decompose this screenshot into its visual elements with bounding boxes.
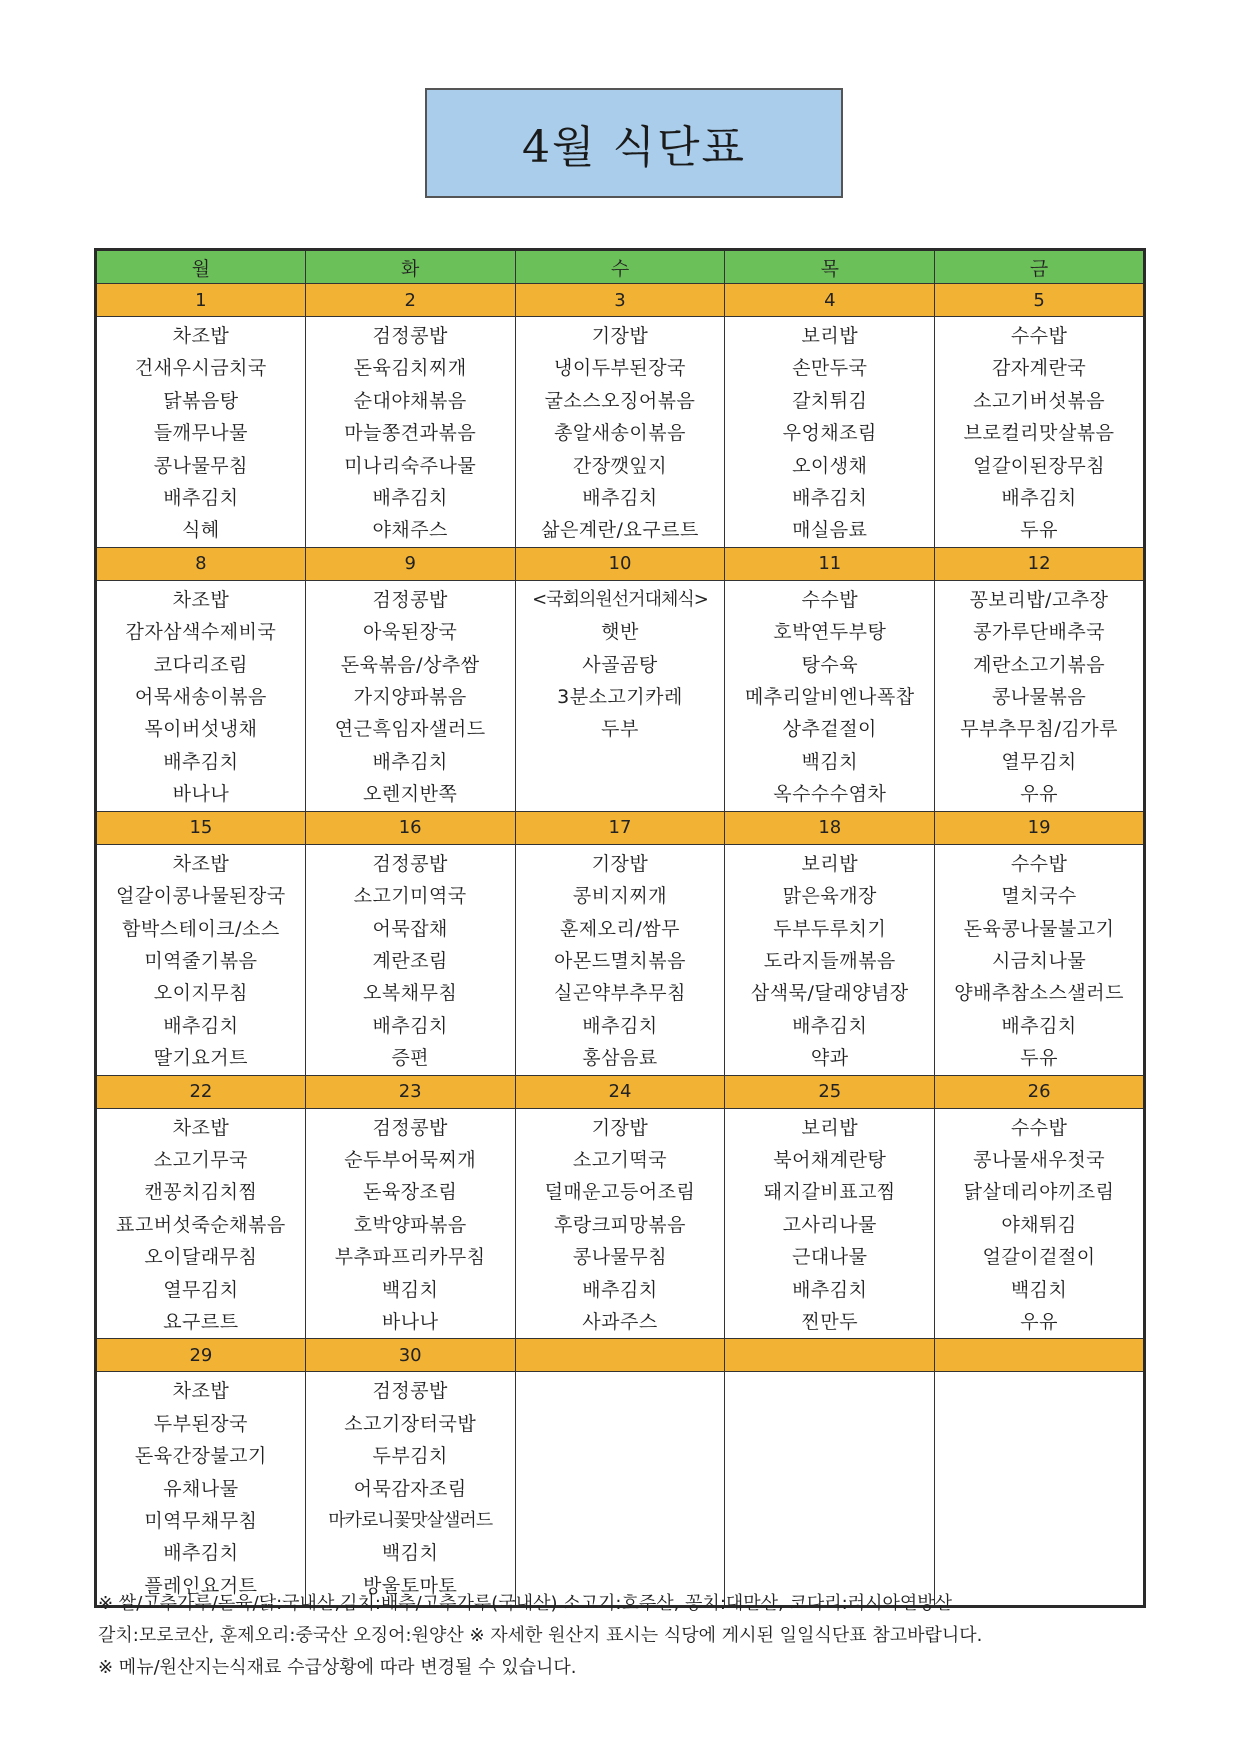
menu-item: 검정콩밥 [372, 1116, 448, 1139]
menu-item: 차조밥 [172, 1380, 230, 1403]
menu-item: 야채튀김 [1001, 1213, 1077, 1236]
date-row [96, 1339, 1145, 1372]
menu-cell [725, 580, 935, 811]
menu-item: 두부된장국 [153, 1412, 249, 1435]
menu-item: 돈육장조림 [363, 1181, 458, 1204]
menu-item: 사과주스 [582, 1310, 658, 1333]
menu-item: 보리밥 [801, 325, 859, 347]
menu-item: 상추겉절이 [782, 718, 877, 741]
menu-item: 증편 [391, 1047, 430, 1070]
menu-item: 가지양파볶음 [353, 686, 467, 709]
date-cell: 18 [725, 811, 935, 844]
menu-item: 옥수수수염차 [773, 783, 887, 806]
menu-item: 닭살데리야끼조림 [963, 1181, 1115, 1204]
menu-item: 무부추무침/김가루 [960, 718, 1118, 741]
menu-item: 보리밥 [801, 852, 859, 875]
menu-item: 계란조림 [372, 949, 448, 972]
date-cell: 9 [305, 547, 515, 580]
menu-cell [96, 317, 306, 548]
menu-item: 백김치 [1010, 1278, 1068, 1301]
date-cell: 11 [725, 547, 935, 580]
menu-item: 배추김치 [792, 487, 868, 510]
menu-item: 열무김치 [163, 1278, 239, 1301]
menu-item: 손만두국 [792, 357, 868, 380]
menu-item: 식혜 [182, 519, 220, 542]
menu-cell [515, 1372, 725, 1607]
menu-item: 수수밥 [1010, 325, 1068, 347]
menu-item: 배추김치 [163, 1014, 239, 1037]
date-cell: 19 [935, 811, 1145, 844]
menu-item: 두유 [1020, 1047, 1058, 1070]
menu-item: 두부 [601, 718, 639, 741]
menu-item: 함박스테이크/소스 [122, 917, 280, 940]
menu-item: 미나리숙주나물 [344, 454, 477, 477]
menu-item: 배추김치 [372, 487, 448, 510]
menu-item: 브로컬리맛살볶음 [963, 422, 1115, 445]
menu-item: 훈제오리/쌈무 [559, 917, 680, 940]
menu-item: 소고기떡국 [572, 1148, 668, 1171]
menu-item: 시금치나물 [991, 949, 1087, 972]
page-title: 4월 식단표 [522, 122, 746, 173]
menu-item: 요구르트 [163, 1310, 239, 1333]
menu-item: 미역줄기볶음 [144, 949, 258, 972]
date-cell: 26 [935, 1075, 1145, 1108]
menu-item: 기장밥 [591, 852, 649, 875]
menu-cell [515, 317, 725, 548]
menu-item: 미역무채무침 [144, 1510, 258, 1532]
menu-cell [935, 1108, 1145, 1339]
menu-item: 차조밥 [172, 325, 230, 347]
menu-cell [305, 1372, 515, 1607]
menu-item: 아욱된장국 [363, 621, 458, 644]
menu-item: 배추김치 [163, 750, 239, 773]
menu-item: 배추김치 [582, 487, 658, 510]
menu-item: 얼갈이겉절이 [982, 1246, 1096, 1269]
menu-cell [305, 580, 515, 811]
date-cell [935, 1339, 1145, 1372]
menu-row [96, 1372, 1145, 1607]
menu-item: 돈육콩나물불고기 [963, 917, 1115, 940]
note-origin-1: ※ 쌀/고추가루/돈육/닭:국내산,김치:배추/고추가루(국내산) 소고기:호주산, 꽁치:대만산, 코다리:러시아연방산 [98, 1593, 953, 1614]
menu-item: 수수밥 [1010, 1116, 1068, 1139]
menu-item: 백김치 [381, 1542, 439, 1565]
menu-item: 매실음료 [792, 519, 868, 542]
menu-item: 소고기버섯볶음 [973, 389, 1106, 412]
menu-cell [305, 844, 515, 1075]
menu-item: 감자계란국 [991, 357, 1087, 380]
menu-item: 배추김치 [372, 1014, 448, 1037]
menu-item: 약과 [810, 1047, 849, 1070]
date-cell: 30 [305, 1339, 515, 1372]
menu-item: 검정콩밥 [372, 325, 448, 347]
menu-cell [305, 1108, 515, 1339]
menu-item: 굴소스오징어볶음 [544, 389, 696, 412]
menu-item: 콩나물볶음 [991, 686, 1087, 709]
date-cell: 3 [515, 284, 725, 317]
menu-cell [935, 844, 1145, 1075]
menu-item: 얼갈이콩나물된장국 [116, 885, 286, 908]
menu-item: 표고버섯죽순채볶음 [116, 1213, 286, 1236]
day-header-wed: 수 [515, 250, 725, 284]
menu-item: 북어채계란탕 [773, 1148, 887, 1171]
menu-item: 콩나물무침 [153, 454, 249, 477]
menu-cell [935, 1372, 1145, 1607]
date-cell: 8 [96, 547, 306, 580]
menu-item: 두유 [1020, 519, 1058, 542]
date-cell: 23 [305, 1075, 515, 1108]
menu-item: 우유 [1020, 1310, 1058, 1333]
menu-item: 검정콩밥 [372, 852, 448, 875]
date-cell: 24 [515, 1075, 725, 1108]
menu-cell [935, 580, 1145, 811]
menu-item: 배추김치 [582, 1278, 658, 1301]
menu-item: 간장깻잎지 [572, 454, 668, 477]
date-cell: 15 [96, 811, 306, 844]
menu-item: 수수밥 [801, 588, 859, 611]
menu-cell [515, 580, 725, 811]
menu-item: 배추김치 [163, 1542, 239, 1565]
menu-item: 덜매운고등어조림 [544, 1181, 696, 1204]
menu-body [96, 284, 1145, 1607]
menu-item: 차조밥 [172, 588, 230, 611]
date-cell [515, 1339, 725, 1372]
day-header-fri: 금 [935, 250, 1145, 284]
date-cell: 10 [515, 547, 725, 580]
menu-item: 소고기미역국 [353, 885, 467, 908]
menu-item: 콩나물무침 [572, 1246, 668, 1269]
menu-item: 콩가루단배추국 [973, 621, 1106, 644]
menu-item: 우엉채조림 [782, 422, 877, 445]
menu-item: 소고기장터국밥 [344, 1412, 477, 1435]
menu-item: 콩나물새우젓국 [973, 1148, 1106, 1171]
menu-item: 검정콩밥 [372, 1380, 448, 1403]
menu-item: 어묵감자조림 [353, 1477, 467, 1500]
menu-item: 메추리알비엔나폭찹 [744, 686, 915, 709]
menu-item: 총알새송이볶음 [554, 422, 686, 445]
menu-item: 보리밥 [801, 1116, 859, 1139]
menu-item: 삶은계란/요구르트 [541, 519, 699, 542]
menu-cell [96, 1108, 306, 1339]
menu-item: 호박연두부탕 [773, 621, 887, 644]
date-cell: 12 [935, 547, 1145, 580]
menu-item: 3분소고기카레 [557, 686, 683, 709]
menu-item: 돈육간장불고기 [134, 1445, 267, 1468]
menu-item: 우유 [1020, 783, 1058, 806]
menu-item: 홍삼음료 [582, 1047, 658, 1070]
menu-cell [515, 844, 725, 1075]
menu-item: 갈치튀김 [792, 389, 868, 412]
date-cell: 29 [96, 1339, 306, 1372]
menu-row [96, 580, 1145, 811]
menu-item: 마카로니꽃맛살샐러드 [328, 1510, 493, 1531]
menu-item: 돈육김치찌개 [353, 357, 467, 380]
menu-item: <국회의원선거대체식> [532, 588, 708, 610]
date-cell: 5 [935, 284, 1145, 317]
menu-item: 바나나 [172, 783, 230, 806]
menu-cell [515, 1108, 725, 1339]
day-header-thu: 목 [725, 250, 935, 284]
menu-item: 기장밥 [591, 325, 649, 347]
menu-cell [305, 317, 515, 548]
menu-cell [725, 844, 935, 1075]
menu-item: 바나나 [381, 1310, 439, 1333]
menu-item: 삼색묵/달래양념장 [750, 982, 909, 1005]
menu-item: 배추김치 [1001, 1014, 1077, 1037]
menu-item: 코다리조림 [153, 653, 249, 676]
menu-cell [96, 844, 306, 1075]
menu-item: 감자삼색수제비국 [125, 621, 277, 644]
menu-item: 닭볶음탕 [163, 389, 239, 412]
menu-item: 멸치국수 [1001, 885, 1077, 908]
menu-row [96, 844, 1145, 1075]
menu-row [96, 317, 1145, 548]
date-cell [725, 1339, 935, 1372]
menu-item: 호박양파볶음 [353, 1213, 467, 1236]
menu-item: 오복채무침 [363, 982, 458, 1005]
note-change: ※ 메뉴/원산지는식재료 수급상황에 따라 변경될 수 있습니다. [98, 1657, 577, 1678]
menu-item: 햇반 [601, 621, 639, 644]
note-origin-2: 갈치:모로코산, 훈제오리:중국산 오징어:원양산 ※ 자세한 원산지 표시는 식당에 게시된 일일식단표 참고바랍니다. [98, 1625, 983, 1646]
date-cell: 25 [725, 1075, 935, 1108]
menu-item: 계란소고기볶음 [973, 653, 1106, 676]
notes [98, 1588, 1148, 1684]
menu-item: 사골곰탕 [582, 653, 658, 676]
date-row [96, 1075, 1145, 1108]
menu-item: 검정콩밥 [372, 588, 448, 611]
date-cell: 2 [305, 284, 515, 317]
menu-item: 배추김치 [163, 487, 239, 510]
menu-item: 소고기무국 [153, 1148, 249, 1171]
menu-item: 배추김치 [582, 1014, 658, 1037]
menu-item: 아몬드멸치볶음 [554, 949, 686, 972]
menu-item: 후랑크피망볶음 [554, 1213, 686, 1236]
menu-row [96, 1108, 1145, 1339]
date-cell: 17 [515, 811, 725, 844]
menu-item: 차조밥 [172, 1116, 230, 1139]
menu-item: 플레인요거트 [144, 1574, 258, 1597]
menu-item: 백김치 [381, 1278, 439, 1301]
menu-item: 고사리나물 [782, 1213, 877, 1236]
day-header-mon: 월 [96, 250, 306, 284]
menu-cell [725, 317, 935, 548]
menu-item: 어묵새송이볶음 [134, 686, 267, 709]
menu-item: 냉이두부된장국 [554, 357, 686, 380]
menu-table [94, 248, 1146, 1608]
menu-item: 배추김치 [792, 1278, 868, 1301]
menu-item: 두부김치 [372, 1445, 448, 1468]
menu-item: 오이생채 [792, 454, 868, 477]
menu-item: 어묵잡채 [372, 917, 448, 940]
menu-item: 순대야채볶음 [353, 389, 467, 412]
menu-item: 방울토마토 [363, 1574, 458, 1597]
menu-item: 도라지들깨볶음 [763, 949, 896, 972]
menu-item: 실곤약부추무침 [554, 982, 686, 1005]
date-row [96, 547, 1145, 580]
menu-item: 돈육볶음/상추쌈 [340, 653, 480, 676]
menu-item: 부추파프리카무침 [334, 1246, 486, 1269]
menu-cell [935, 317, 1145, 548]
menu-item: 딸기요거트 [153, 1047, 249, 1070]
menu-item: 오이지무침 [153, 982, 249, 1005]
menu-item: 들깨무나물 [153, 422, 249, 445]
day-header-tue: 화 [305, 250, 515, 284]
date-row [96, 811, 1145, 844]
menu-item: 두부두루치기 [773, 917, 887, 940]
title-box [425, 88, 843, 198]
menu-item: 마늘쫑견과볶음 [344, 422, 477, 445]
menu-item: 배추김치 [1001, 487, 1077, 510]
menu-item: 백김치 [801, 750, 859, 773]
menu-item: 배추김치 [792, 1014, 868, 1037]
menu-cell [725, 1108, 935, 1339]
menu-item: 오렌지반쪽 [363, 783, 458, 806]
menu-item: 얼갈이된장무침 [973, 454, 1106, 477]
menu-item: 양배추참소스샐러드 [954, 982, 1124, 1005]
menu-item: 캔꽁치김치찜 [144, 1181, 258, 1204]
menu-item: 수수밥 [1010, 852, 1068, 875]
menu-item: 열무김치 [1001, 750, 1077, 773]
menu-cell [96, 1372, 306, 1607]
menu-item: 순두부어묵찌개 [344, 1148, 477, 1171]
menu-cell [96, 580, 306, 811]
date-cell: 4 [725, 284, 935, 317]
menu-item: 배추김치 [372, 750, 448, 773]
menu-item: 꽁보리밥/고추장 [969, 588, 1109, 611]
menu-item: 건새우시금치국 [134, 357, 267, 380]
menu-item: 차조밥 [172, 852, 230, 875]
menu-item: 찐만두 [801, 1310, 859, 1333]
menu-item: 유채나물 [163, 1477, 239, 1500]
menu-item: 탕수육 [801, 653, 859, 676]
menu-item: 맑은육개장 [782, 885, 877, 908]
date-cell: 1 [96, 284, 306, 317]
date-row [96, 284, 1145, 317]
day-header-row [96, 250, 1145, 284]
menu-item: 야채주스 [372, 519, 448, 542]
date-cell: 16 [305, 811, 515, 844]
menu-item: 근대나물 [792, 1246, 868, 1269]
date-cell: 22 [96, 1075, 306, 1108]
menu-item: 기장밥 [591, 1116, 649, 1139]
menu-item: 오이달래무침 [144, 1246, 258, 1269]
menu-item: 돼지갈비표고찜 [763, 1181, 896, 1204]
menu-item: 콩비지찌개 [572, 885, 668, 908]
menu-cell [725, 1372, 935, 1607]
menu-item: 연근흑임자샐러드 [334, 718, 486, 741]
menu-item: 목이버섯냉채 [144, 718, 258, 741]
